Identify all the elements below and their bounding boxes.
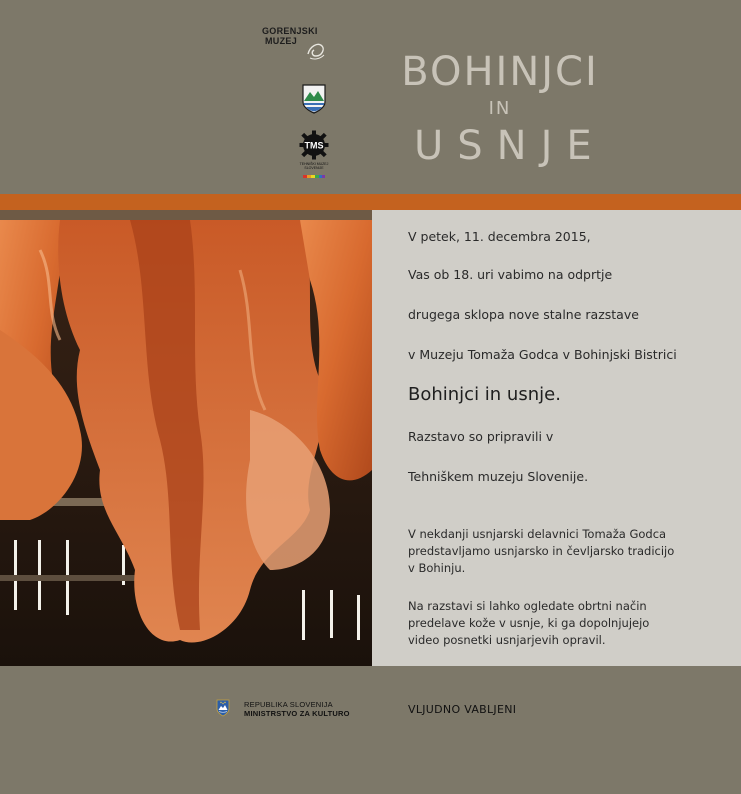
tms-label: TMS [304, 140, 324, 151]
invitation-line7: Tehniškem muzeju Slovenije. [408, 469, 589, 484]
ministry-logo [216, 699, 376, 719]
description-paragraph-2 [408, 598, 649, 649]
para1-line: predstavljamo usnjarsko in čevljarsko tradicijo [408, 544, 675, 558]
para2-line: predelave kože v usnje, ki ga dopolnjujejo [408, 616, 650, 630]
title-line3: USNJE [414, 123, 606, 169]
logo-line1: GORENJSKI [262, 26, 318, 36]
rainbow-bar [303, 175, 325, 178]
title-line2: IN [488, 98, 512, 119]
exhibition-title-text: Bohinjci in usnje. [408, 384, 561, 405]
para1-line: V nekdanji usnjarski delavnici Tomaža Godca [408, 527, 667, 541]
closing-text: VLJUDNO VABLJENI [408, 703, 517, 716]
tms-sub: TEHNIŠKI MUZEJ SLOVENIJE [299, 162, 329, 170]
bird-icon [306, 38, 326, 62]
para2-line: Na razstavi si lahko ogledate obrtni način [408, 599, 647, 613]
para1-line: v Bohinju. [408, 561, 466, 575]
invitation-line2: Vas ob 18. uri vabimo na odprtje [408, 267, 613, 282]
ministry-line2: MINISTRSTVO ZA KULTURO [244, 709, 350, 718]
invitation-line4: v Muzeju Tomaža Godca v Bohinjski Bistrici [408, 347, 677, 362]
para2-line: video posnetki usnjarjevih opravil. [408, 633, 606, 647]
title-line1: BOHINJCI [401, 49, 599, 95]
invitation-text-panel [372, 210, 741, 666]
description-paragraph-1 [408, 526, 674, 577]
slovenia-coat-of-arms-icon [216, 699, 230, 717]
header [0, 0, 741, 194]
accent-band [0, 194, 741, 210]
leather-hides-photo [0, 210, 372, 666]
invitation-line6: Razstavo so pripravili v [408, 429, 554, 444]
exhibition-title-block [400, 49, 606, 169]
gorenjski-muzej-logo [262, 26, 328, 66]
invitation-date: V petek, 11. decembra 2015, [408, 229, 591, 244]
invitation-line3: drugega sklopa nove stalne razstave [408, 307, 639, 322]
logo-line2: MUZEJ [265, 36, 298, 46]
bohinj-crest-icon [302, 84, 326, 114]
ministry-line1: REPUBLIKA SLOVENIJA [244, 700, 333, 709]
footer [0, 666, 741, 794]
tms-gear-logo [299, 130, 329, 180]
